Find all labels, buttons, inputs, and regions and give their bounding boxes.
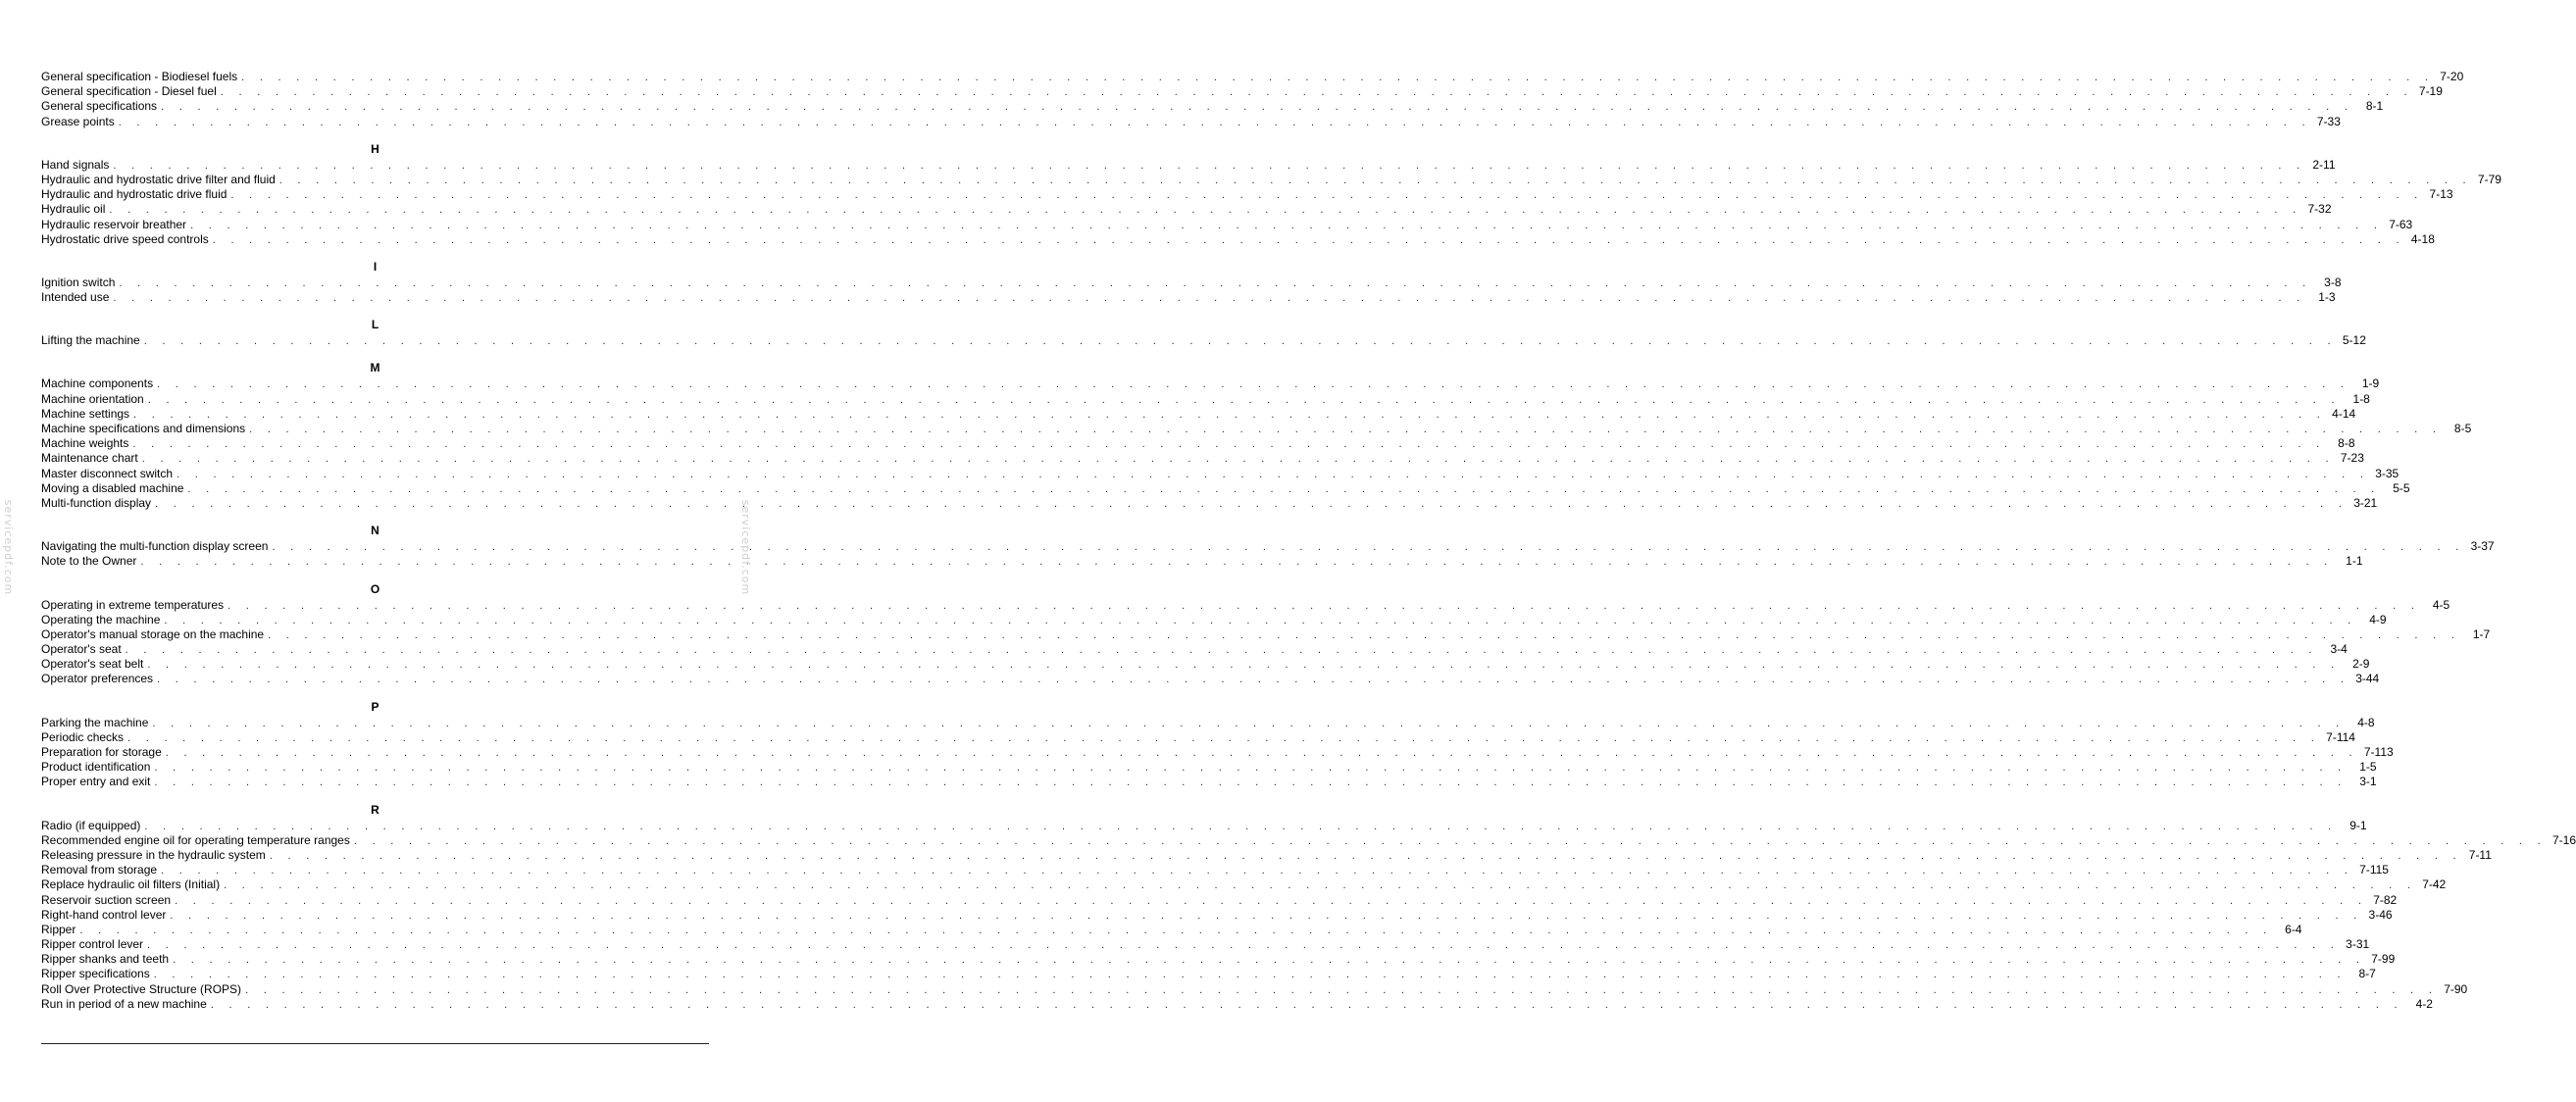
entry-title: Machine settings <box>41 406 130 421</box>
entry-page-number: 3-1 <box>2359 775 2377 789</box>
index-entry[interactable] <box>41 877 2447 892</box>
dot-leader: . . . . . . . . . . . . . . . . . . . . . . . . . . . . . . . . . . . . . . . . . . . . . . . . . . . . . . . . . . . . . . . . . . . . . . . . . . . . . . . . . . . . . . . . . . . . . . . . . . . . . . . . . . . . . . . . . . . . . . . . <box>210 998 2403 1011</box>
index-entry[interactable] <box>41 451 2364 466</box>
entry-page-number: 1-5 <box>2359 760 2377 775</box>
index-entry[interactable] <box>41 436 2355 451</box>
entry-page-number: 4-2 <box>2415 996 2433 1011</box>
entry-page-number: 5-12 <box>2342 333 2366 348</box>
index-entry[interactable] <box>41 832 2576 848</box>
entry-title: Moving a disabled machine <box>41 480 184 495</box>
dot-leader: . . . . . . . . . . . . . . . . . . . . . . . . . . . . . . . . . . . . . . . . . . . . . . . . . . . . . . . . . . . . . . . . . . . . . . . . . . . . . . . . . . . . . . . . . . . . . . . . . . . . . . . . . . . . . . . . . . . . . . . . <box>353 834 2547 847</box>
entry-title: Machine orientation <box>41 391 144 406</box>
dot-leader: . . . . . . . . . . . . . . . . . . . . . . . . . . . . . . . . . . . . . . . . . . . . . . . . . . . . . . . . . . . . . . . . . . . . . . . . . . . . . . . . . . . . . . . . . . . . . . . . . . . . . . . . . . . . . . . . . . . . . . . . <box>155 497 2349 510</box>
entry-page-number: 7-82 <box>2373 892 2398 907</box>
index-entry[interactable] <box>41 657 2370 672</box>
watermark-right: servicepdf.com <box>739 499 753 596</box>
dot-leader: . . . . . . . . . . . . . . . . . . . . . . . . . . . . . . . . . . . . . . . . . . . . . . . . . . . . . . . . . . . . . . . . . . . . . . . . . . . . . . . . . . . . . . . . . . . . . . . . . . . . . . . . . . . . . . . . . . . . . . . . <box>212 233 2405 246</box>
dot-leader: . . . . . . . . . . . . . . . . . . . . . . . . . . . . . . . . . . . . . . . . . . . . . . . . . . . . . . . . . . . . . . . . . . . . . . . . . . . . . . . . . . . . . . . . . . . . . . . . . . . . . . . . . . . . . . . . . . . . . . . . <box>133 408 2327 421</box>
dot-leader: . . . . . . . . . . . . . . . . . . . . . . . . . . . . . . . . . . . . . . . . . . . . . . . . . . . . . . . . . . . . . . . . . . . . . . . . . . . . . . . . . . . . . . . . . . . . . . . . . . . . . . . . . . . . . . . . . . . . . . . . <box>278 174 2472 186</box>
entry-page-number: 7-19 <box>2418 84 2443 99</box>
index-entry[interactable] <box>41 187 2453 202</box>
entry-title: Navigating the multi-function display screen <box>41 539 269 554</box>
dot-leader: . . . . . . . . . . . . . . . . . . . . . . . . . . . . . . . . . . . . . . . . . . . . . . . . . . . . . . . . . . . . . . . . . . . . . . . . . . . . . . . . . . . . . . . . . . . . . . . . . . . . . . . . . . . . . . . . . . . . . . . . <box>224 879 2417 892</box>
entry-page-number: 7-115 <box>2359 863 2389 877</box>
index-section <box>41 141 2501 247</box>
entry-page-number: 4-9 <box>2369 612 2387 626</box>
dot-leader: . . . . . . . . . . . . . . . . . . . . . . . . . . . . . . . . . . . . . . . . . . . . . . . . . . . . . . . . . . . . . . . . . . . . . . . . . . . . . . . . . . . . . . . . . . . . . . . . . . . . . . . . . . . . . . . . . . . . . . . . <box>147 393 2341 406</box>
index-entry[interactable] <box>41 672 2380 686</box>
entry-title: Product identification <box>41 760 151 775</box>
entry-title: Removal from storage <box>41 863 158 877</box>
index-entry[interactable] <box>41 937 2370 952</box>
entry-page-number: 7-32 <box>2307 202 2332 217</box>
entry-page-number: 3-46 <box>2368 907 2393 922</box>
entry-page-number: 7-20 <box>2440 70 2464 83</box>
index-entry[interactable] <box>41 466 2399 481</box>
index-entry[interactable] <box>41 612 2387 627</box>
entry-title: Machine components <box>41 376 154 391</box>
entry-title: Reservoir suction screen <box>41 892 172 907</box>
entry-page-number: 1-3 <box>2318 290 2336 305</box>
entry-title: Grease points <box>41 114 115 128</box>
index-entry[interactable] <box>41 172 2501 187</box>
section-letter-heading: N <box>371 524 379 538</box>
entry-page-number: 4-18 <box>2410 231 2435 246</box>
entry-title: Recommended engine oil for operating temperature ranges <box>41 832 350 847</box>
dot-leader: . . . . . . . . . . . . . . . . . . . . . . . . . . . . . . . . . . . . . . . . . . . . . . . . . . . . . . . . . . . . . . . . . . . . . . . . . . . . . . . . . . . . . . . . . . . . . . . . . . . . . . . . . . . . . . . . . . . . . . . . <box>272 541 2465 554</box>
index-entry[interactable] <box>41 996 2433 1012</box>
entry-title: Hydraulic reservoir breather <box>41 217 187 231</box>
index-section <box>41 802 2576 1012</box>
dot-leader: . . . . . . . . . . . . . . . . . . . . . . . . . . . . . . . . . . . . . . . . . . . . . . . . . . . . . . . . . . . . . . . . . . . . . . . . . . . . . . . . . . . . . . . . . . . . . . . . . . . . . . . . . . . . . . . . . . . . . . . . <box>187 482 2381 495</box>
entry-title: Ripper control lever <box>41 937 144 952</box>
index-section <box>41 699 2394 790</box>
index-section <box>41 70 2464 129</box>
dot-leader: . . . . . . . . . . . . . . . . . . . . . . . . . . . . . . . . . . . . . . . . . . . . . . . . . . . . . . . . . . . . . . . . . . . . . . . . . . . . . . . . . . . . . . . . . . . . . . . . . . . . . . . . . . . . . . . . . . . . . . . . <box>154 762 2348 775</box>
index-entry[interactable] <box>41 981 2468 997</box>
entry-title: Hydrostatic drive speed controls <box>41 231 209 246</box>
index-entry[interactable] <box>41 217 2413 232</box>
dot-leader: . . . . . . . . . . . . . . . . . . . . . . . . . . . . . . . . . . . . . . . . . . . . . . . . . . . . . . . . . . . . . . . . . . . . . . . . . . . . . . . . . . . . . . . . . . . . . . . . . . . . . . . . . . . . . . . . . . . . . . . . <box>268 628 2461 641</box>
entry-title: Hand signals <box>41 157 110 172</box>
footer-rule <box>41 1043 709 1044</box>
index-entry[interactable] <box>41 554 2363 569</box>
entry-title: Ripper shanks and teeth <box>41 952 170 967</box>
index-entry[interactable] <box>41 495 2378 511</box>
entry-page-number: 3-4 <box>2330 642 2348 657</box>
entry-title: General specifications <box>41 99 158 114</box>
entry-page-number: 8-1 <box>2365 99 2384 114</box>
entry-title: Multi-function display <box>41 495 152 510</box>
entry-title: Operator preferences <box>41 672 154 686</box>
index-entry[interactable] <box>41 290 2336 305</box>
entry-page-number: 3-44 <box>2355 672 2380 686</box>
entry-page-number: 3-21 <box>2353 495 2378 510</box>
dot-leader: . . . . . . . . . . . . . . . . . . . . . . . . . . . . . . . . . . . . . . . . . . . . . . . . . . . . . . . . . . . . . . . . . . . . . . . . . . . . . . . . . . . . . . . . . . . . . . . . . . . . . . . . . . . . . . . . . . . . . . . . <box>153 969 2347 981</box>
index-entry[interactable] <box>41 892 2398 908</box>
entry-page-number: 1-9 <box>2361 376 2380 391</box>
entry-page-number: 7-114 <box>2326 729 2355 744</box>
index-entry[interactable] <box>41 715 2375 730</box>
dot-leader: . . . . . . . . . . . . . . . . . . . . . . . . . . . . . . . . . . . . . . . . . . . . . . . . . . . . . . . . . . . . . . . . . . . . . . . . . . . . . . . . . . . . . . . . . . . . . . . . . . . . . . . . . . . . . . . . . . . . . . . . <box>177 468 2370 480</box>
section-letter-heading: H <box>371 141 379 156</box>
index-entry[interactable] <box>41 376 2380 391</box>
index-entry[interactable] <box>41 626 2491 642</box>
index-section <box>41 259 2342 305</box>
watermark-left: servicepdf.com <box>2 499 16 596</box>
index-entry[interactable] <box>41 967 2376 981</box>
entry-page-number: 7-63 <box>2389 217 2413 231</box>
dot-leader: . . . . . . . . . . . . . . . . . . . . . . . . . . . . . . . . . . . . . . . . . . . . . . . . . . . . . . . . . . . . . . . . . . . . . . . . . . . . . . . . . . . . . . . . . . . . . . . . . . . . . . . . . . . . . . . . . . . . . . . . <box>161 101 2354 114</box>
entry-page-number: 1-7 <box>2472 626 2491 641</box>
dot-leader: . . . . . . . . . . . . . . . . . . . . . . . . . . . . . . . . . . . . . . . . . . . . . . . . . . . . . . . . . . . . . . . . . . . . . . . . . . . . . . . . . . . . . . . . . . . . . . . . . . . . . . . . . . . . . . . . . . . . . . . . <box>140 556 2334 569</box>
entry-title: Machine weights <box>41 436 129 451</box>
entry-title: Periodic checks <box>41 729 125 744</box>
entry-page-number: 4-5 <box>2432 597 2450 612</box>
dot-leader: . . . . . . . . . . . . . . . . . . . . . . . . . . . . . . . . . . . . . . . . . . . . . . . . . . . . . . . . . . . . . . . . . . . . . . . . . . . . . . . . . . . . . . . . . . . . . . . . . . . . . . . . . . . . . . . . . . . . . . . . <box>173 954 2366 967</box>
dot-leader: . . . . . . . . . . . . . . . . . . . . . . . . . . . . . . . . . . . . . . . . . . . . . . . . . . . . . . . . . . . . . . . . . . . . . . . . . . . . . . . . . . . . . . . . . . . . . . . . . . . . . . . . . . . . . . . . . . . . . . . . <box>220 86 2413 99</box>
entry-page-number: 7-33 <box>2316 114 2341 128</box>
entry-title: Run in period of a new machine <box>41 996 207 1011</box>
entry-title: Radio (if equipped) <box>41 818 141 832</box>
dot-leader: . . . . . . . . . . . . . . . . . . . . . . . . . . . . . . . . . . . . . . . . . . . . . . . . . . . . . . . . . . . . . . . . . . . . . . . . . . . . . . . . . . . . . . . . . . . . . . . . . . . . . . . . . . . . . . . . . . . . . . . . <box>190 219 2384 231</box>
index-entry[interactable] <box>41 597 2450 613</box>
dot-leader: . . . . . . . . . . . . . . . . . . . . . . . . . . . . . . . . . . . . . . . . . . . . . . . . . . . . . . . . . . . . . . . . . . . . . . . . . . . . . . . . . . . . . . . . . . . . . . . . . . . . . . . . . . . . . . . . . . . . . . . . <box>227 599 2421 612</box>
dot-leader: . . . . . . . . . . . . . . . . . . . . . . . . . . . . . . . . . . . . . . . . . . . . . . . . . . . . . . . . . . . . . . . . . . . . . . . . . . . . . . . . . . . . . . . . . . . . . . . . . . . . . . . . . . . . . . . . . . . . . . . . <box>109 204 2302 217</box>
section-letter-heading: P <box>371 699 379 714</box>
entry-page-number: 4-14 <box>2332 406 2356 421</box>
index-entry[interactable] <box>41 539 2495 554</box>
index-entry[interactable] <box>41 642 2348 657</box>
entry-title: Proper entry and exit <box>41 775 151 789</box>
index-entry[interactable] <box>41 760 2377 775</box>
index-entry[interactable] <box>41 84 2443 99</box>
section-letter-heading: I <box>373 259 378 274</box>
dot-leader: . . . . . . . . . . . . . . . . . . . . . . . . . . . . . . . . . . . . . . . . . . . . . . . . . . . . . . . . . . . . . . . . . . . . . . . . . . . . . . . . . . . . . . . . . . . . . . . . . . . . . . . . . . . . . . . . . . . . . . . . <box>249 424 2443 435</box>
dot-leader: . . . . . . . . . . . . . . . . . . . . . . . . . . . . . . . . . . . . . . . . . . . . . . . . . . . . . . . . . . . . . . . . . . . . . . . . . . . . . . . . . . . . . . . . . . . . . . . . . . . . . . . . . . . . . . . . . . . . . . . . <box>144 820 2338 832</box>
entry-page-number: 3-35 <box>2375 466 2399 480</box>
entry-title: General specification - Diesel fuel <box>41 84 217 99</box>
entry-title: Right-hand control lever <box>41 907 167 922</box>
dot-leader: . . . . . . . . . . . . . . . . . . . . . . . . . . . . . . . . . . . . . . . . . . . . . . . . . . . . . . . . . . . . . . . . . . . . . . . . . . . . . . . . . . . . . . . . . . . . . . . . . . . . . . . . . . . . . . . . . . . . . . . . <box>147 939 2341 952</box>
section-letter-heading: O <box>370 581 380 596</box>
dot-leader: . . . . . . . . . . . . . . . . . . . . . . . . . . . . . . . . . . . . . . . . . . . . . . . . . . . . . . . . . . . . . . . . . . . . . . . . . . . . . . . . . . . . . . . . . . . . . . . . . . . . . . . . . . . . . . . . . . . . . . . . <box>143 335 2337 348</box>
entry-page-number: 8-8 <box>2338 436 2355 451</box>
entry-page-number: 1-1 <box>2346 554 2363 569</box>
index-entry[interactable] <box>41 729 2355 745</box>
dot-leader: . . . . . . . . . . . . . . . . . . . . . . . . . . . . . . . . . . . . . . . . . . . . . . . . . . . . . . . . . . . . . . . . . . . . . . . . . . . . . . . . . . . . . . . . . . . . . . . . . . . . . . . . . . . . . . . . . . . . . . . . <box>119 276 2312 289</box>
dot-leader: . . . . . . . . . . . . . . . . . . . . . . . . . . . . . . . . . . . . . . . . . . . . . . . . . . . . . . . . . . . . . . . . . . . . . . . . . . . . . . . . . . . . . . . . . . . . . . . . . . . . . . . . . . . . . . . . . . . . . . . . <box>241 72 2435 83</box>
entry-page-number: 8-7 <box>2358 967 2376 981</box>
entry-title: Ripper <box>41 922 76 936</box>
entry-page-number: 7-113 <box>2363 745 2394 759</box>
index-entry[interactable] <box>41 231 2435 247</box>
entry-page-number: 1-8 <box>2352 391 2370 406</box>
dot-leader: . . . . . . . . . . . . . . . . . . . . . . . . . . . . . . . . . . . . . . . . . . . . . . . . . . . . . . . . . . . . . . . . . . . . . . . . . . . . . . . . . . . . . . . . . . . . . . . . . . . . . . . . . . . . . . . . . . . . . . . . <box>118 116 2311 128</box>
index-entry[interactable] <box>41 818 2367 833</box>
dot-leader: . . . . . . . . . . . . . . . . . . . . . . . . . . . . . . . . . . . . . . . . . . . . . . . . . . . . . . . . . . . . . . . . . . . . . . . . . . . . . . . . . . . . . . . . . . . . . . . . . . . . . . . . . . . . . . . . . . . . . . . . <box>147 659 2341 672</box>
dot-leader: . . . . . . . . . . . . . . . . . . . . . . . . . . . . . . . . . . . . . . . . . . . . . . . . . . . . . . . . . . . . . . . . . . . . . . . . . . . . . . . . . . . . . . . . . . . . . . . . . . . . . . . . . . . . . . . . . . . . . . . . <box>269 849 2462 862</box>
dot-leader: . . . . . . . . . . . . . . . . . . . . . . . . . . . . . . . . . . . . . . . . . . . . . . . . . . . . . . . . . . . . . . . . . . . . . . . . . . . . . . . . . . . . . . . . . . . . . . . . . . . . . . . . . . . . . . . . . . . . . . . . <box>165 747 2358 759</box>
entry-page-number: 7-16 <box>2551 832 2576 847</box>
entry-title: Note to the Owner <box>41 554 137 569</box>
dot-leader: . . . . . . . . . . . . . . . . . . . . . . . . . . . . . . . . . . . . . . . . . . . . . . . . . . . . . . . . . . . . . . . . . . . . . . . . . . . . . . . . . . . . . . . . . . . . . . . . . . . . . . . . . . . . . . . . . . . . . . . . <box>161 865 2354 877</box>
entry-title: Operator's seat belt <box>41 657 144 672</box>
dot-leader: . . . . . . . . . . . . . . . . . . . . . . . . . . . . . . . . . . . . . . . . . . . . . . . . . . . . . . . . . . . . . . . . . . . . . . . . . . . . . . . . . . . . . . . . . . . . . . . . . . . . . . . . . . . . . . . . . . . . . . . . <box>127 731 2321 744</box>
section-letter-heading: L <box>371 318 379 332</box>
entry-page-number: 7-99 <box>2371 952 2396 967</box>
index-entry[interactable] <box>41 391 2370 407</box>
entry-title: Master disconnect switch <box>41 466 174 480</box>
entry-page-number: 2-9 <box>2352 657 2370 672</box>
index-entry[interactable] <box>41 406 2356 422</box>
entry-page-number: 2-11 <box>2312 157 2336 172</box>
index-section <box>41 318 2366 348</box>
index-entry[interactable] <box>41 114 2341 129</box>
dot-leader: . . . . . . . . . . . . . . . . . . . . . . . . . . . . . . . . . . . . . . . . . . . . . . . . . . . . . . . . . . . . . . . . . . . . . . . . . . . . . . . . . . . . . . . . . . . . . . . . . . . . . . . . . . . . . . . . . . . . . . . . <box>157 378 2350 391</box>
entry-page-number: 4-8 <box>2357 715 2375 729</box>
index-section <box>41 524 2495 569</box>
index-entry[interactable] <box>41 952 2396 967</box>
entry-title: Ignition switch <box>41 275 116 289</box>
index-entry[interactable] <box>41 863 2389 877</box>
entry-title: Hydraulic and hydrostatic drive filter and fluid <box>41 172 276 186</box>
entry-page-number: 3-31 <box>2346 937 2370 952</box>
section-letter-heading: M <box>370 361 380 376</box>
entry-page-number: 7-13 <box>2429 187 2453 202</box>
dot-leader: . . . . . . . . . . . . . . . . . . . . . . . . . . . . . . . . . . . . . . . . . . . . . . . . . . . . . . . . . . . . . . . . . . . . . . . . . . . . . . . . . . . . . . . . . . . . . . . . . . . . . . . . . . . . . . . . . . . . . . . . <box>170 909 2363 922</box>
entry-title: Machine specifications and dimensions <box>41 422 246 435</box>
entry-page-number: 7-11 <box>2468 847 2492 862</box>
entry-title: Intended use <box>41 290 110 305</box>
entry-page-number: 7-79 <box>2477 172 2501 186</box>
entry-page-number: 7-42 <box>2422 877 2447 892</box>
dot-leader: . . . . . . . . . . . . . . . . . . . . . . . . . . . . . . . . . . . . . . . . . . . . . . . . . . . . . . . . . . . . . . . . . . . . . . . . . . . . . . . . . . . . . . . . . . . . . . . . . . . . . . . . . . . . . . . . . . . . . . . . <box>230 189 2424 202</box>
entry-title: Releasing pressure in the hydraulic system <box>41 847 266 862</box>
dot-leader: . . . . . . . . . . . . . . . . . . . . . . . . . . . . . . . . . . . . . . . . . . . . . . . . . . . . . . . . . . . . . . . . . . . . . . . . . . . . . . . . . . . . . . . . . . . . . . . . . . . . . . . . . . . . . . . . . . . . . . . . <box>245 983 2439 996</box>
index-entry[interactable] <box>41 422 2472 436</box>
index-entry[interactable] <box>41 202 2332 217</box>
dot-leader: . . . . . . . . . . . . . . . . . . . . . . . . . . . . . . . . . . . . . . . . . . . . . . . . . . . . . . . . . . . . . . . . . . . . . . . . . . . . . . . . . . . . . . . . . . . . . . . . . . . . . . . . . . . . . . . . . . . . . . . . <box>113 159 2306 172</box>
entry-title: Hydraulic and hydrostatic drive fluid <box>41 187 227 202</box>
index-entry[interactable] <box>41 157 2336 173</box>
index-entry[interactable] <box>41 775 2377 789</box>
entry-title: Replace hydraulic oil filters (Initial) <box>41 877 221 892</box>
index-entry[interactable] <box>41 275 2342 290</box>
entry-page-number: 3-8 <box>2324 275 2342 289</box>
entry-title: Maintenance chart <box>41 451 138 466</box>
dot-leader: . . . . . . . . . . . . . . . . . . . . . . . . . . . . . . . . . . . . . . . . . . . . . . . . . . . . . . . . . . . . . . . . . . . . . . . . . . . . . . . . . . . . . . . . . . . . . . . . . . . . . . . . . . . . . . . . . . . . . . . . <box>154 776 2348 789</box>
entry-title: Ripper specifications <box>41 967 150 981</box>
entry-page-number: 5-5 <box>2393 480 2410 495</box>
entry-title: Lifting the machine <box>41 333 140 348</box>
index-entry[interactable] <box>41 922 2302 937</box>
dot-leader: . . . . . . . . . . . . . . . . . . . . . . . . . . . . . . . . . . . . . . . . . . . . . . . . . . . . . . . . . . . . . . . . . . . . . . . . . . . . . . . . . . . . . . . . . . . . . . . . . . . . . . . . . . . . . . . . . . . . . . . . <box>175 894 2368 907</box>
entry-page-number: 7-90 <box>2444 981 2468 996</box>
index-entry[interactable] <box>41 745 2394 760</box>
entry-page-number: 3-37 <box>2470 539 2495 554</box>
entry-page-number: 7-23 <box>2340 451 2364 466</box>
dot-leader: . . . . . . . . . . . . . . . . . . . . . . . . . . . . . . . . . . . . . . . . . . . . . . . . . . . . . . . . . . . . . . . . . . . . . . . . . . . . . . . . . . . . . . . . . . . . . . . . . . . . . . . . . . . . . . . . . . . . . . . . <box>141 453 2335 466</box>
index-entry[interactable] <box>41 333 2366 348</box>
entry-title: Operating in extreme temperatures <box>41 597 225 612</box>
entry-title: Operator's seat <box>41 642 122 657</box>
index-entry[interactable] <box>41 70 2464 84</box>
entry-title: General specification - Biodiesel fuels <box>41 70 238 83</box>
entry-title: Hydraulic oil <box>41 202 106 217</box>
entry-title: Preparation for storage <box>41 745 162 759</box>
entry-page-number: 8-5 <box>2453 422 2472 435</box>
index-section <box>41 361 2472 511</box>
dot-leader: . . . . . . . . . . . . . . . . . . . . . . . . . . . . . . . . . . . . . . . . . . . . . . . . . . . . . . . . . . . . . . . . . . . . . . . . . . . . . . . . . . . . . . . . . . . . . . . . . . . . . . . . . . . . . . . . . . . . . . . . <box>164 614 2357 626</box>
entry-title: Roll Over Protective Structure (ROPS) <box>41 981 242 996</box>
entry-title: Operating the machine <box>41 612 161 626</box>
dot-leader: . . . . . . . . . . . . . . . . . . . . . . . . . . . . . . . . . . . . . . . . . . . . . . . . . . . . . . . . . . . . . . . . . . . . . . . . . . . . . . . . . . . . . . . . . . . . . . . . . . . . . . . . . . . . . . . . . . . . . . . . <box>113 292 2306 305</box>
index-section <box>41 581 2491 687</box>
entry-page-number: 9-1 <box>2349 818 2367 832</box>
index-entry[interactable] <box>41 99 2384 114</box>
dot-leader: . . . . . . . . . . . . . . . . . . . . . . . . . . . . . . . . . . . . . . . . . . . . . . . . . . . . . . . . . . . . . . . . . . . . . . . . . . . . . . . . . . . . . . . . . . . . . . . . . . . . . . . . . . . . . . . . . . . . . . . . <box>157 674 2350 686</box>
dot-leader: . . . . . . . . . . . . . . . . . . . . . . . . . . . . . . . . . . . . . . . . . . . . . . . . . . . . . . . . . . . . . . . . . . . . . . . . . . . . . . . . . . . . . . . . . . . . . . . . . . . . . . . . . . . . . . . . . . . . . . . . <box>79 924 2273 936</box>
index-entry[interactable] <box>41 847 2492 863</box>
dot-leader: . . . . . . . . . . . . . . . . . . . . . . . . . . . . . . . . . . . . . . . . . . . . . . . . . . . . . . . . . . . . . . . . . . . . . . . . . . . . . . . . . . . . . . . . . . . . . . . . . . . . . . . . . . . . . . . . . . . . . . . . <box>152 717 2346 729</box>
index-entry[interactable] <box>41 480 2410 496</box>
entry-page-number: 6-4 <box>2285 922 2302 936</box>
dot-leader: . . . . . . . . . . . . . . . . . . . . . . . . . . . . . . . . . . . . . . . . . . . . . . . . . . . . . . . . . . . . . . . . . . . . . . . . . . . . . . . . . . . . . . . . . . . . . . . . . . . . . . . . . . . . . . . . . . . . . . . . <box>132 438 2326 451</box>
section-letter-heading: R <box>371 802 379 817</box>
entry-title: Parking the machine <box>41 715 149 729</box>
index-entry[interactable] <box>41 907 2393 923</box>
dot-leader: . . . . . . . . . . . . . . . . . . . . . . . . . . . . . . . . . . . . . . . . . . . . . . . . . . . . . . . . . . . . . . . . . . . . . . . . . . . . . . . . . . . . . . . . . . . . . . . . . . . . . . . . . . . . . . . . . . . . . . . . <box>125 644 2318 657</box>
entry-title: Operator's manual storage on the machine <box>41 626 265 641</box>
